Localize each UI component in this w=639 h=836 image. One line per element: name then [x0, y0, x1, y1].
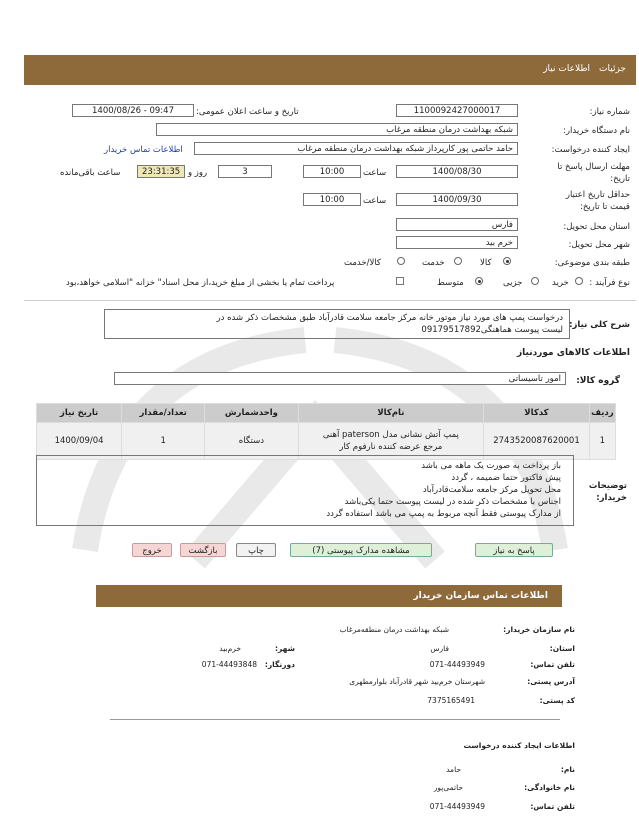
contact-address-label: آدرس پستی: [527, 677, 575, 686]
creator-family-value: حاتمی‌پور [433, 783, 463, 792]
process-purchase-radio[interactable] [575, 277, 583, 285]
category-service-radio[interactable] [454, 257, 462, 265]
need-number-field: 1100092427000017 [396, 104, 518, 117]
remaining-time-field: 23:31:35 [137, 165, 185, 178]
process-label: نوع فرآیند : [589, 278, 630, 288]
buyer-notes-label: توضیحات [588, 481, 627, 491]
validity-label: حداقل تاریخ اعتبار [565, 190, 630, 200]
description-line-1: درخواست پمپ های مورد نیاز موتور خانه مرکز جامعه سلامت قادرآباد طبق مشخصات ذکر شده در [216, 313, 563, 323]
city-field: خرم بید [396, 236, 518, 249]
tab-need-info[interactable]: اطلاعات نیاز [543, 64, 590, 74]
description-box [104, 309, 570, 339]
item-qty: 1 [122, 423, 205, 460]
days-label: روز و [188, 168, 208, 178]
need-number-label: شماره نیاز: [589, 107, 630, 117]
contact-title-bar [96, 585, 562, 607]
contact-org-value: شبکه بهداشت درمان منطقه‌مرغاب [339, 625, 449, 634]
contact-city-value: خرم‌بید [219, 644, 241, 653]
category-both-radio[interactable] [397, 257, 405, 265]
buyer-note-line: پیش فاکتور حتما ضمیمه ، گردد [451, 473, 561, 483]
buyer-org-label: نام دستگاه خریدار: [563, 126, 630, 136]
announce-date-label: تاریخ و ساعت اعلان عمومی: [196, 107, 299, 117]
goods-group-field: امور تاسیساتی [114, 372, 566, 385]
contact-fax-value: 071-44493848 [201, 660, 257, 669]
col-unit: واحدشمارش [205, 404, 298, 423]
contact-title: اطلاعات تماس سازمان خریدار [413, 591, 548, 601]
description-label: شرح کلی نیاز: [569, 320, 630, 330]
col-row: ردیف [589, 404, 615, 423]
buyer-notes-box [36, 455, 574, 526]
reply-button[interactable]: پاسخ به نیاز [475, 543, 553, 557]
treasury-payment-text: پرداخت تمام یا بخشی از مبلغ خرید،از محل اسناد" خزانه "اسلامی خواهد،بود [66, 278, 335, 288]
print-button[interactable]: چاپ [236, 543, 276, 557]
process-medium-radio[interactable] [475, 277, 483, 285]
contact-province-label: استان: [549, 644, 575, 653]
creator-name-value: حامد [446, 765, 461, 774]
page-header-bar [24, 55, 636, 85]
item-unit: دستگاه [205, 423, 298, 460]
col-name: نام‌کالا [298, 404, 484, 423]
requester-label: ایجاد کننده درخواست: [551, 145, 630, 155]
table-row [37, 423, 616, 460]
validity-date-field: 1400/09/30 [396, 193, 518, 206]
goods-table-header [37, 404, 616, 423]
col-code: کدکالا [484, 404, 590, 423]
validity-label-2: قیمت تا تاریخ: [579, 202, 630, 212]
process-purchase-label: خرید [552, 278, 569, 288]
contact-address-value: شهرستان خرم‌بید شهر قادرآباد بلوارمطهری [349, 677, 485, 686]
contact-divider [110, 719, 560, 720]
category-goods-label: کالا [480, 258, 492, 268]
exit-button[interactable]: خروج [132, 543, 172, 557]
deadline-label: مهلت ارسال پاسخ تا [557, 162, 630, 172]
item-date: 1400/09/04 [37, 423, 122, 460]
province-label: استان محل تحویل: [563, 222, 630, 232]
contact-fax-label: دورنگار: [264, 660, 295, 669]
buyer-note-line: از مدارک پیوستی فقط آنچه مربوط به پمپ می باشد استفاده گردد [326, 509, 561, 519]
contact-postal-label: کد پستی: [539, 696, 575, 705]
contact-province-value: فارس [430, 644, 449, 653]
buyer-note-line: اجناس با مشخصات ذکر شده در لیست پیوست حتما یکی‌باشد [344, 497, 561, 507]
col-qty: تعداد/مقدار [122, 404, 205, 423]
creator-phone-label: تلفن تماس: [530, 802, 575, 811]
remaining-label: ساعت باقی‌مانده [60, 168, 121, 178]
divider [24, 300, 636, 301]
category-both-label: کالا/خدمت [344, 258, 381, 268]
goods-group-label: گروه کالا: [576, 376, 620, 386]
row-number: 1 [589, 423, 615, 460]
contact-city-label: شهر: [275, 644, 295, 653]
creator-phone-value: 071-44493949 [429, 802, 485, 811]
item-code: 2743520087620001 [484, 423, 590, 460]
treasury-payment-checkbox[interactable] [396, 277, 404, 285]
item-name [298, 423, 484, 460]
item-name-line-2: مرجع عرضه کننده نارفوم کار [339, 442, 443, 452]
contact-org-label: نام سازمان خریدار: [503, 625, 575, 634]
tab-details[interactable]: جزئیات [599, 64, 626, 74]
goods-section-title: اطلاعات کالاهای موردنیاز [516, 348, 630, 358]
deadline-date-field: 1400/08/30 [396, 165, 518, 178]
buyer-note-line: محل تحویل مرکز جامعه سلامت‌قادرآباد [422, 485, 561, 495]
days-field: 3 [218, 165, 272, 178]
category-goods-radio[interactable] [503, 257, 511, 265]
contact-phone-value: 071-44493949 [429, 660, 485, 669]
contact-postal-value: 7375165491 [427, 696, 475, 705]
deadline-time-label: ساعت [363, 168, 387, 178]
creator-name-label: نام: [560, 765, 575, 774]
category-label: طبقه بندی موضوعی: [554, 258, 630, 268]
contact-phone-label: تلفن تماس: [530, 660, 575, 669]
requester-field: حامد حاتمی پور کارپرداز شبکه بهداشت درمان منطقه مرغاب [194, 142, 518, 155]
validity-time-label: ساعت [363, 196, 387, 206]
process-medium-label: متوسط [437, 278, 464, 288]
goods-table [36, 403, 616, 460]
buyer-note-line: باز پرداخت به صورت یک ماهه می باشد [421, 461, 561, 471]
process-minor-label: جزیی [503, 278, 523, 288]
process-minor-radio[interactable] [531, 277, 539, 285]
buyer-contact-link[interactable]: اطلاعات تماس خریدار [104, 145, 183, 155]
buyer-org-field: شبکه بهداشت درمان منطقه مرغاب [156, 123, 518, 136]
col-date: تاریخ نیاز [37, 404, 122, 423]
category-service-label: خدمت [422, 258, 445, 268]
buyer-notes-label-2: خریدار: [596, 493, 627, 503]
announce-date-field: 1400/08/26 - 09:47 [72, 104, 194, 117]
item-name-line-1: پمپ آتش نشانی مدل paterson آهنی [322, 430, 459, 440]
description-line-2: لیست پیوست هماهنگی09179517892 [421, 325, 563, 335]
validity-time-field: 10:00 [303, 193, 361, 206]
creator-title: اطلاعات ایجاد کننده درخواست [463, 741, 575, 750]
deadline-time-field: 10:00 [303, 165, 361, 178]
province-field: فارس [396, 218, 518, 231]
back-button[interactable]: بازگشت [180, 543, 226, 557]
city-label: شهر محل تحویل: [568, 240, 630, 250]
deadline-label-2: تاریخ: [610, 174, 630, 184]
view-attachments-button[interactable]: مشاهده مدارک پیوستی (7) [290, 543, 432, 557]
creator-family-label: نام خانوادگی: [524, 783, 575, 792]
